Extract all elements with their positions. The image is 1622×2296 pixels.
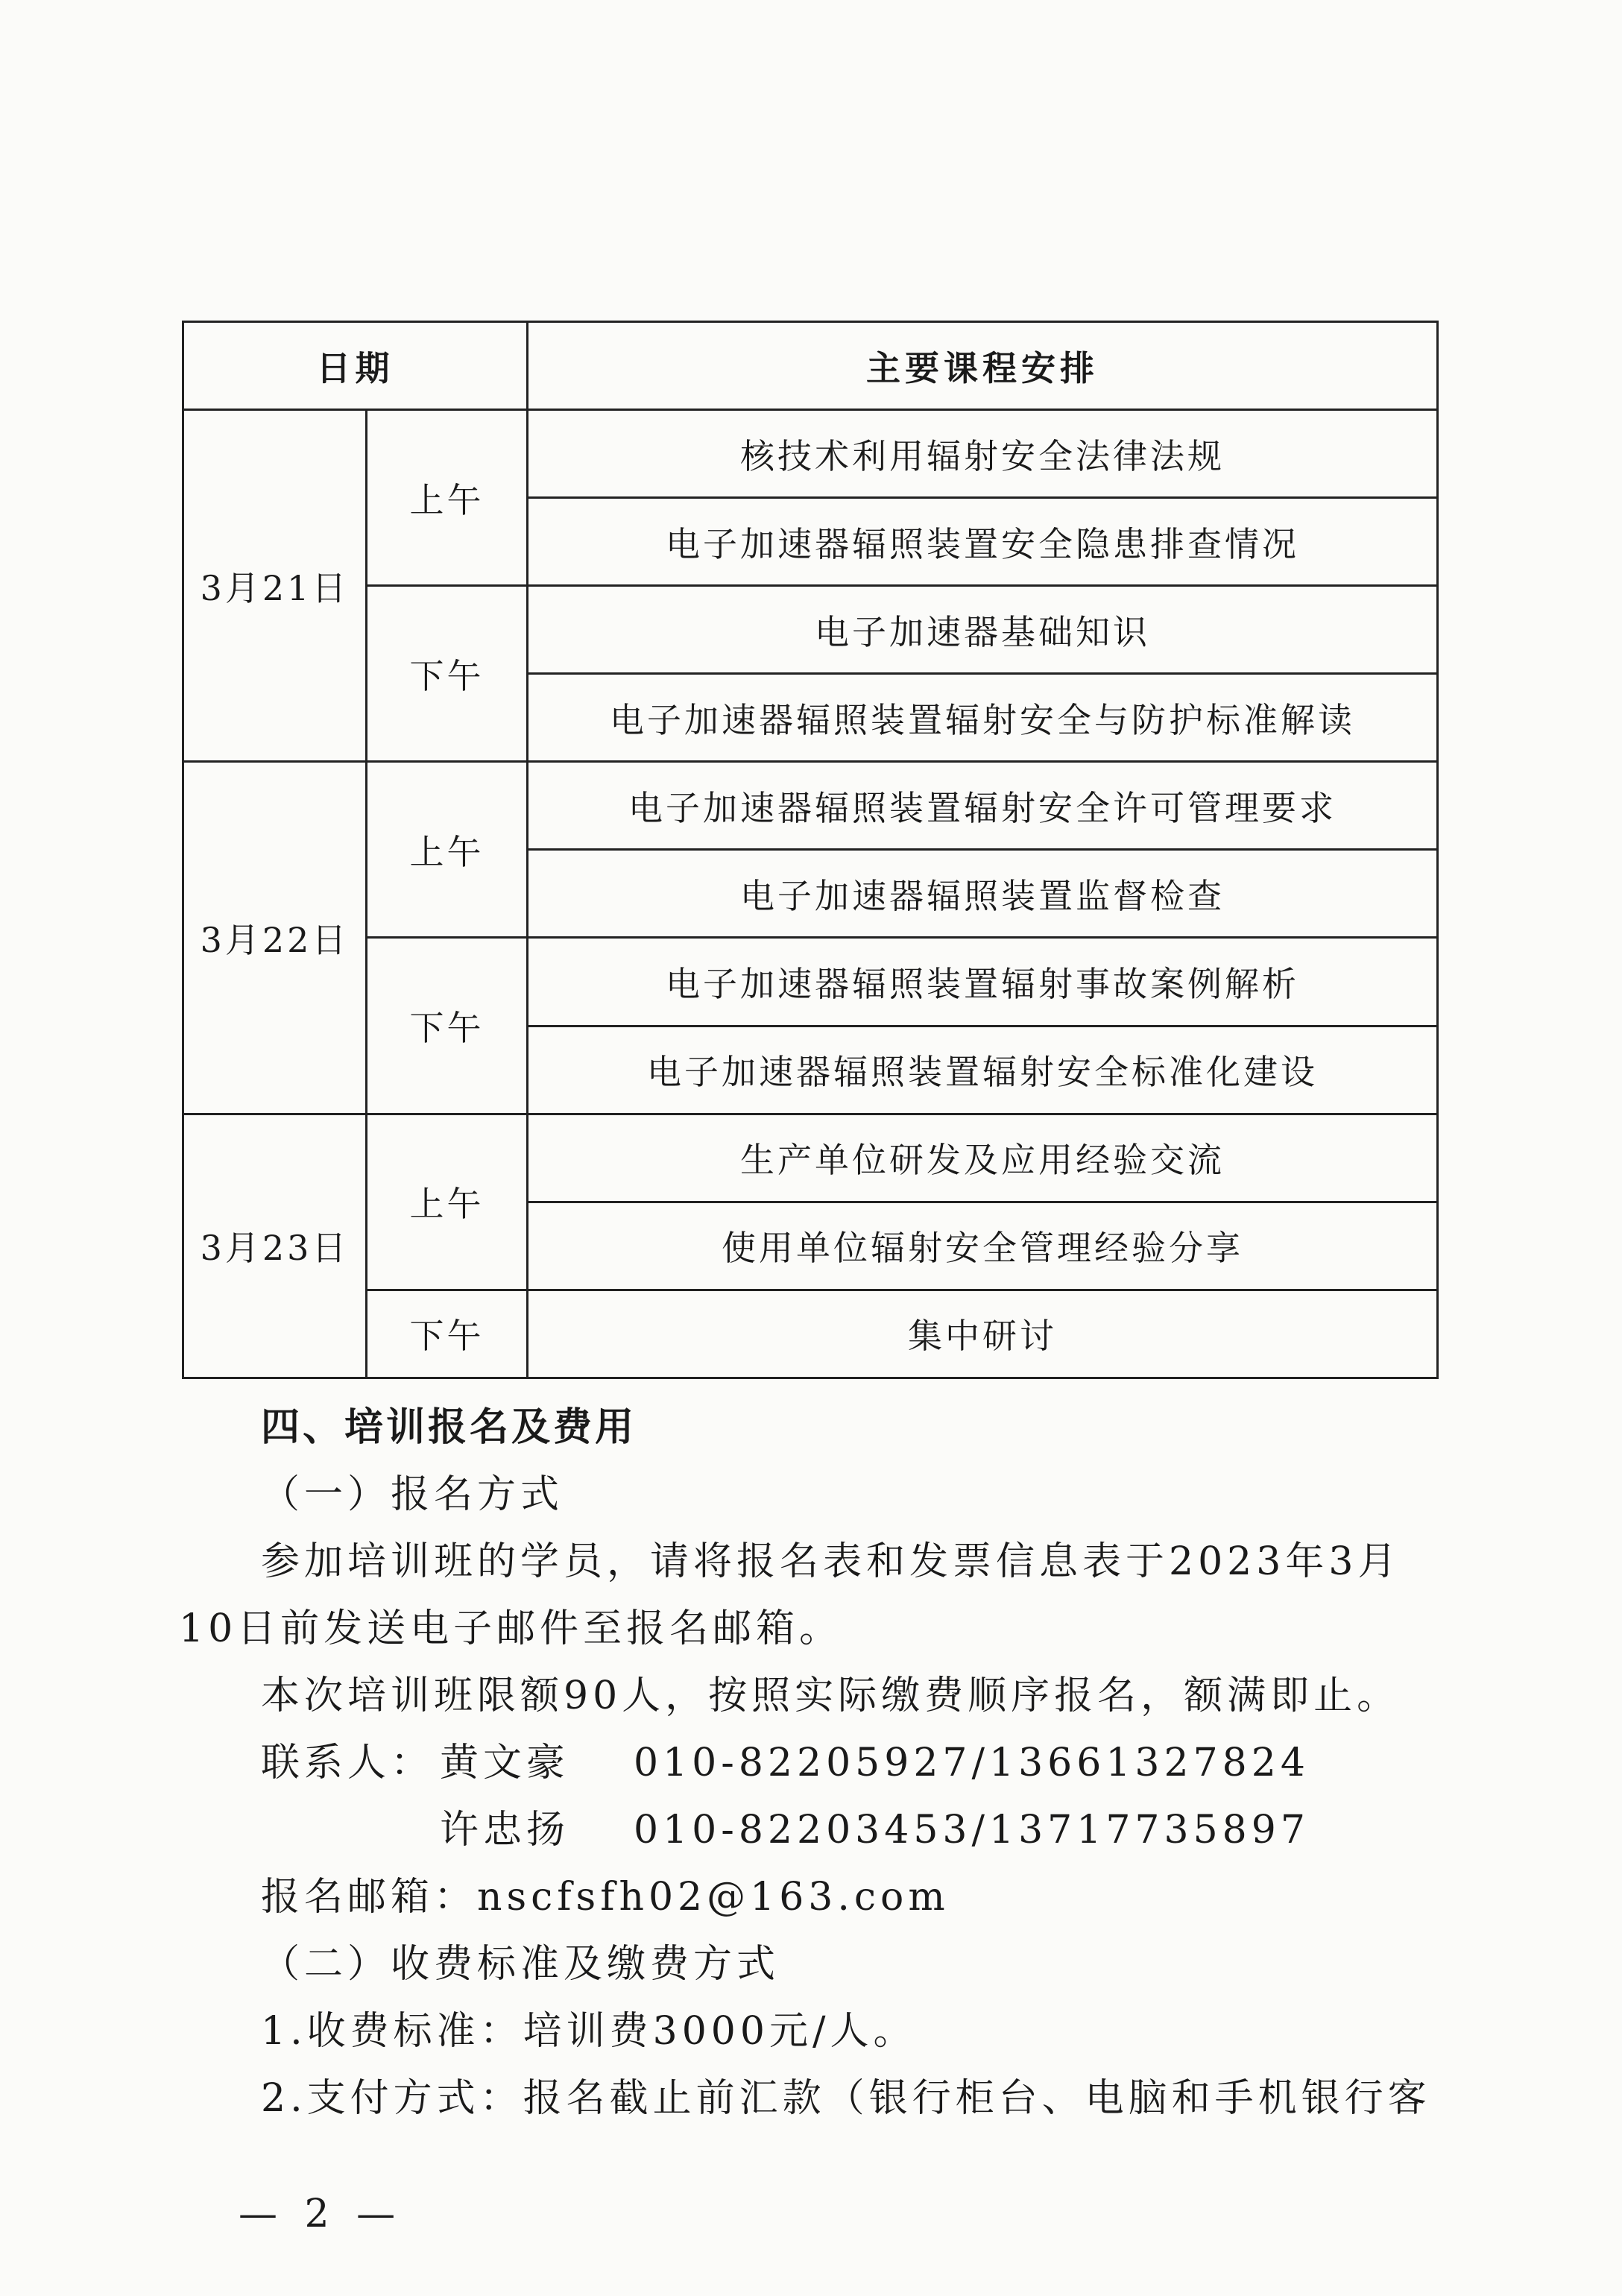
section-heading: 四、培训报名及费用 (261, 1405, 637, 1450)
period-cell: 上午 (367, 762, 528, 938)
course-cell: 使用单位辐射安全管理经验分享 (528, 1202, 1438, 1290)
contact-name: 黄文豪 (440, 1741, 570, 1785)
course-cell: 电子加速器辐照装置监督检查 (528, 850, 1438, 938)
contact-phone: 010-82205927/13661327824 (634, 1741, 1310, 1785)
table-row (183, 586, 1438, 674)
fee-line: 1.收费标准：培训费3000元/人。 (261, 2009, 917, 2054)
course-cell: 电子加速器辐照装置辐射安全标准化建设 (528, 1026, 1438, 1114)
contact-line (179, 1729, 1528, 1797)
contact-label: 联系人： (261, 1741, 435, 1785)
subsection-heading-fees: （二）收费标准及缴费方式 (261, 1942, 780, 1987)
paragraph-quota: 本次培训班限额90人，按照实际缴费顺序报名，额满即止。 (261, 1674, 1401, 1718)
period-cell: 上午 (367, 410, 528, 586)
table-header-row (183, 322, 1438, 410)
contact-line (179, 1797, 1528, 1864)
subsection-heading-registration: （一）报名方式 (261, 1472, 564, 1517)
table-row (183, 410, 1438, 498)
paragraph-line: 10日前发送电子邮件至报名邮箱。 (179, 1606, 843, 1651)
contact-name: 许忠扬 (440, 1808, 570, 1852)
period-cell: 下午 (367, 1290, 528, 1378)
table-row (183, 1114, 1438, 1202)
date-cell: 3月21日 (183, 410, 367, 762)
paragraph-line: 参加培训班的学员，请将报名表和发票信息表于2023年3月 (261, 1539, 1401, 1584)
course-cell: 电子加速器辐照装置辐射事故案例解析 (528, 938, 1438, 1026)
course-cell: 生产单位研发及应用经验交流 (528, 1114, 1438, 1202)
course-cell: 集中研讨 (528, 1290, 1438, 1378)
table-row (183, 762, 1438, 850)
course-cell: 电子加速器辐照装置辐射安全许可管理要求 (528, 762, 1438, 850)
header-date: 日期 (183, 322, 528, 410)
period-cell: 下午 (367, 586, 528, 762)
table-row (183, 1290, 1438, 1378)
header-course: 主要课程安排 (528, 322, 1438, 410)
date-cell: 3月22日 (183, 762, 367, 1114)
course-cell: 电子加速器辐照装置辐射安全与防护标准解读 (528, 674, 1438, 762)
course-cell: 电子加速器基础知识 (528, 586, 1438, 674)
payment-line: 2.支付方式：报名截止前汇款（银行柜台、电脑和手机银行客 (261, 2076, 1431, 2121)
course-schedule-table (182, 321, 1439, 1379)
page-number: — 2 — (239, 2192, 403, 2236)
period-cell: 下午 (367, 938, 528, 1114)
course-cell: 核技术利用辐射安全法律法规 (528, 410, 1438, 498)
course-cell: 电子加速器辐照装置安全隐患排查情况 (528, 498, 1438, 586)
period-cell: 上午 (367, 1114, 528, 1290)
table-row (183, 938, 1438, 1026)
email-line: 报名邮箱：nscfsfh02@163.com (261, 1875, 950, 1920)
date-cell: 3月23日 (183, 1114, 367, 1378)
contact-phone: 010-82203453/13717735897 (634, 1808, 1310, 1852)
